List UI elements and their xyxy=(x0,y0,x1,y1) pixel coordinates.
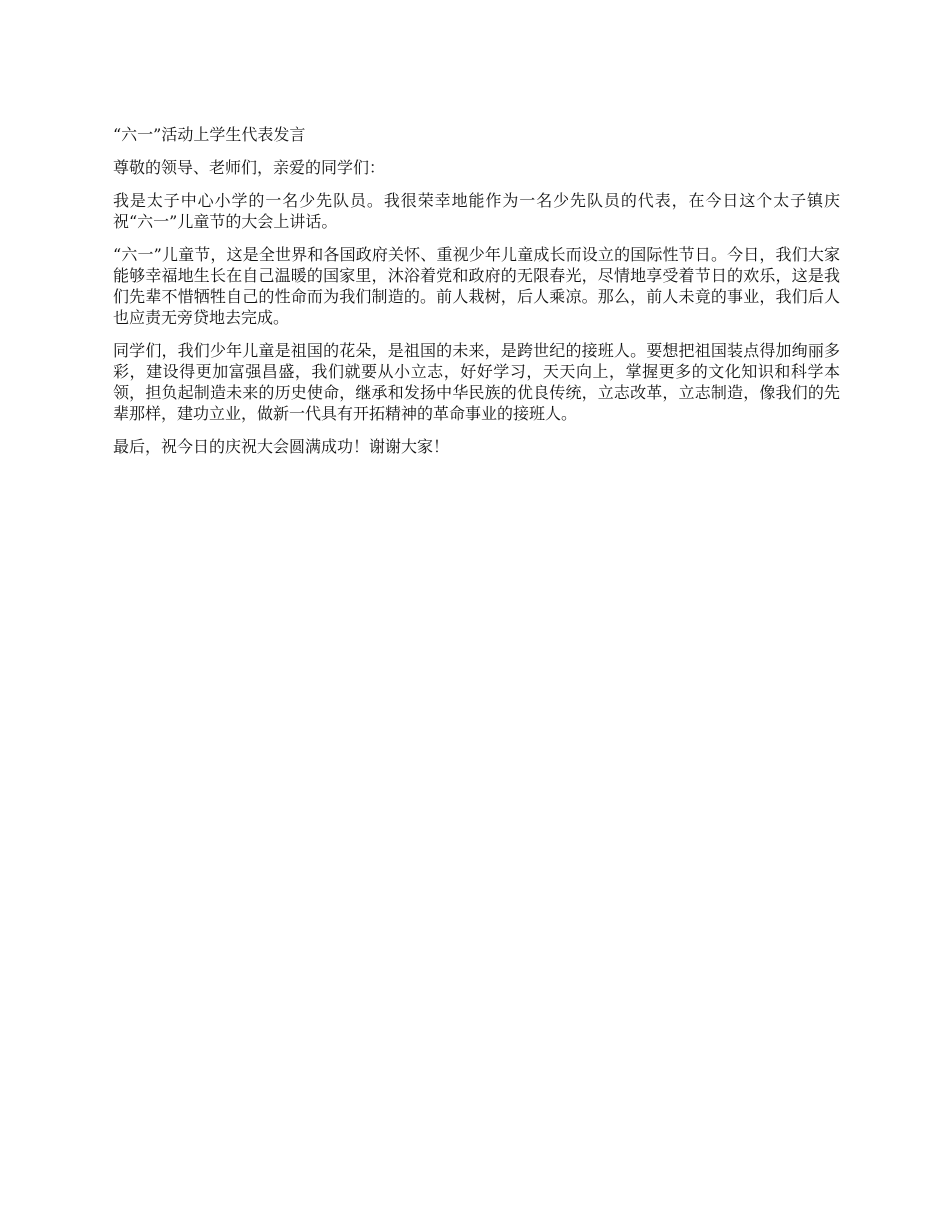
aspiration-paragraph: 同学们，我们少年儿童是祖国的花朵，是祖国的未来，是跨世纪的接班人。要想把祖国装点得加绚丽多彩，建设得更加富强昌盛，我们就要从小立志，好好学习，天天向上，掌握更多的文化知识和科学本领，担负起制造未来的历史使命，继承和发扬中华民族的优良传统，立志改革，立志制造，像我们的先辈那样，建功立业，做新一代具有开拓精神的革命事业的接班人。 xyxy=(113,341,840,423)
intro-paragraph: 我是太子中心小学的一名少先队员。我很荣幸地能作为一名少先队员的代表，在今日这个太子镇庆祝“六一”儿童节的大会上讲话。 xyxy=(113,191,840,231)
document-body xyxy=(113,124,840,469)
document-title: “六一”活动上学生代表发言 xyxy=(113,125,306,144)
holiday-paragraph: “六一”儿童节，这是全世界和各国政府关怀、重视少年儿童成长而设立的国际性节日。今日，我们大家能够幸福地生长在自己温暖的国家里，沐浴着党和政府的无限春光，尽情地享受着节日的欢乐，这是我们先辈不惜牺牲自己的性命而为我们制造的。前人栽树，后人乘凉。那么，前人未竟的事业，我们后人也应责无旁贷地去完成。 xyxy=(113,245,840,327)
closing-paragraph: 最后，祝今日的庆祝大会圆满成功！谢谢大家！ xyxy=(113,437,450,456)
salutation-paragraph: 尊敬的领导、老师们，亲爱的同学们： xyxy=(113,158,386,177)
